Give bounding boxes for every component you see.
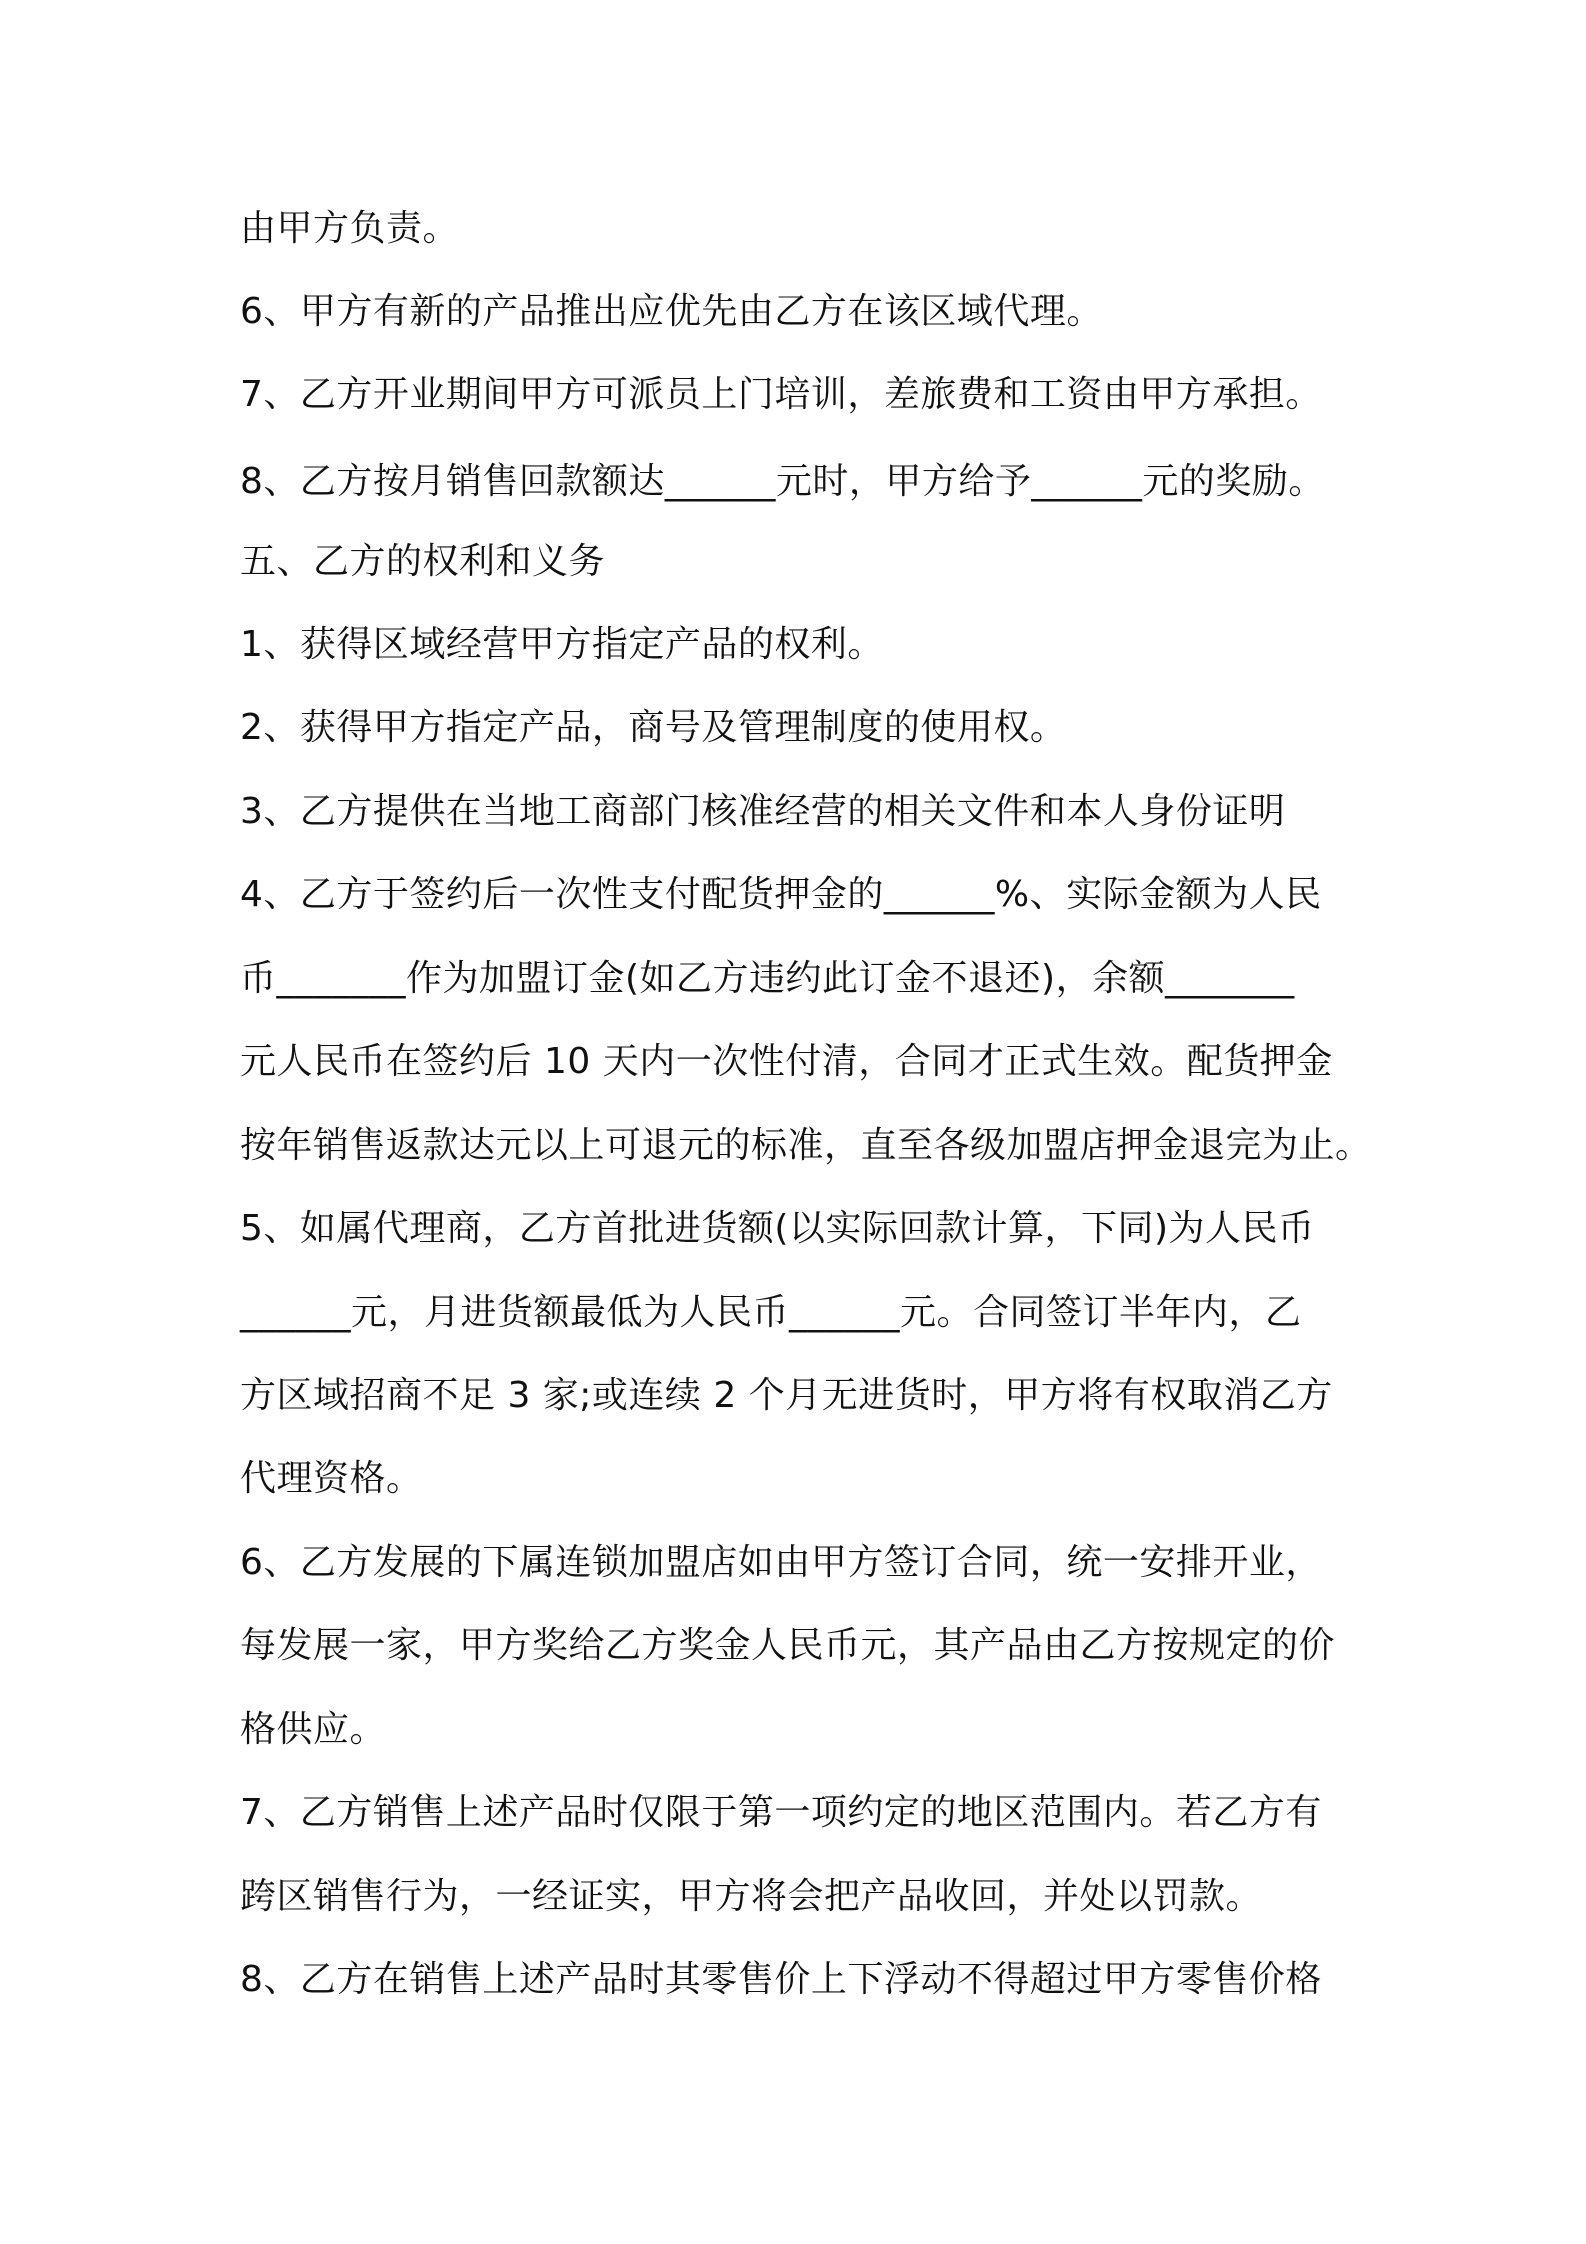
text-line: 跨区销售行为，一经证实，甲方将会把产品收回，并处以罚款。: [240, 1876, 1263, 1917]
text-line: 3、乙方提供在当地工商部门核准经营的相关文件和本人身份证明: [240, 791, 1286, 832]
text-line: 5、如属代理商，乙方首批进货额(以实际回款计算，下同)为人民币: [240, 1208, 1315, 1249]
text-line: 4、乙方于签约后一次性支付配货押金的______%、实际金额为人民: [240, 874, 1322, 915]
text-line: 1、获得区域经营甲方指定产品的权利。: [240, 624, 884, 665]
section-heading: 五、乙方的权利和义务: [240, 541, 606, 582]
text-line: 8、乙方在销售上述产品时其零售价上下浮动不得超过甲方零售价格: [240, 1959, 1322, 2000]
text-line: 由甲方负责。: [240, 208, 460, 249]
text-line: 7、乙方销售上述产品时仅限于第一项约定的地区范围内。若乙方有: [240, 1792, 1322, 1833]
text-line: 2、获得甲方指定产品，商号及管理制度的使用权。: [240, 707, 1067, 748]
text-line: ______元，月进货额最低为人民币______元。合同签订半年内，乙: [240, 1292, 1302, 1333]
text-line: 方区域招商不足 3 家;或连续 2 个月无进货时，甲方将有权取消乙方: [240, 1375, 1333, 1416]
text-line: 8、乙方按月销售回款额达______元时，甲方给予______元的奖励。: [240, 461, 1325, 502]
text-line: 6、甲方有新的产品推出应优先由乙方在该区域代理。: [240, 291, 1103, 332]
text-line: 每发展一家，甲方奖给乙方奖金人民币元，其产品由乙方按规定的价: [240, 1625, 1336, 1666]
text-line: 代理资格。: [240, 1458, 423, 1499]
text-line: 按年销售返款达元以上可退元的标准，直至各级加盟店押金退完为止。: [240, 1125, 1372, 1166]
text-line: 元人民币在签约后 10 天内一次性付清，合同才正式生效。配货押金: [240, 1041, 1333, 1082]
text-line: 格供应。: [240, 1709, 387, 1750]
text-line: 7、乙方开业期间甲方可派员上门培训，差旅费和工资由甲方承担。: [240, 374, 1322, 415]
text-line: 6、乙方发展的下属连锁加盟店如由甲方签订合同，统一安排开业，: [240, 1542, 1322, 1583]
text-line: 币_______作为加盟订金(如乙方违约此订金不退还)，余额_______: [240, 958, 1295, 999]
